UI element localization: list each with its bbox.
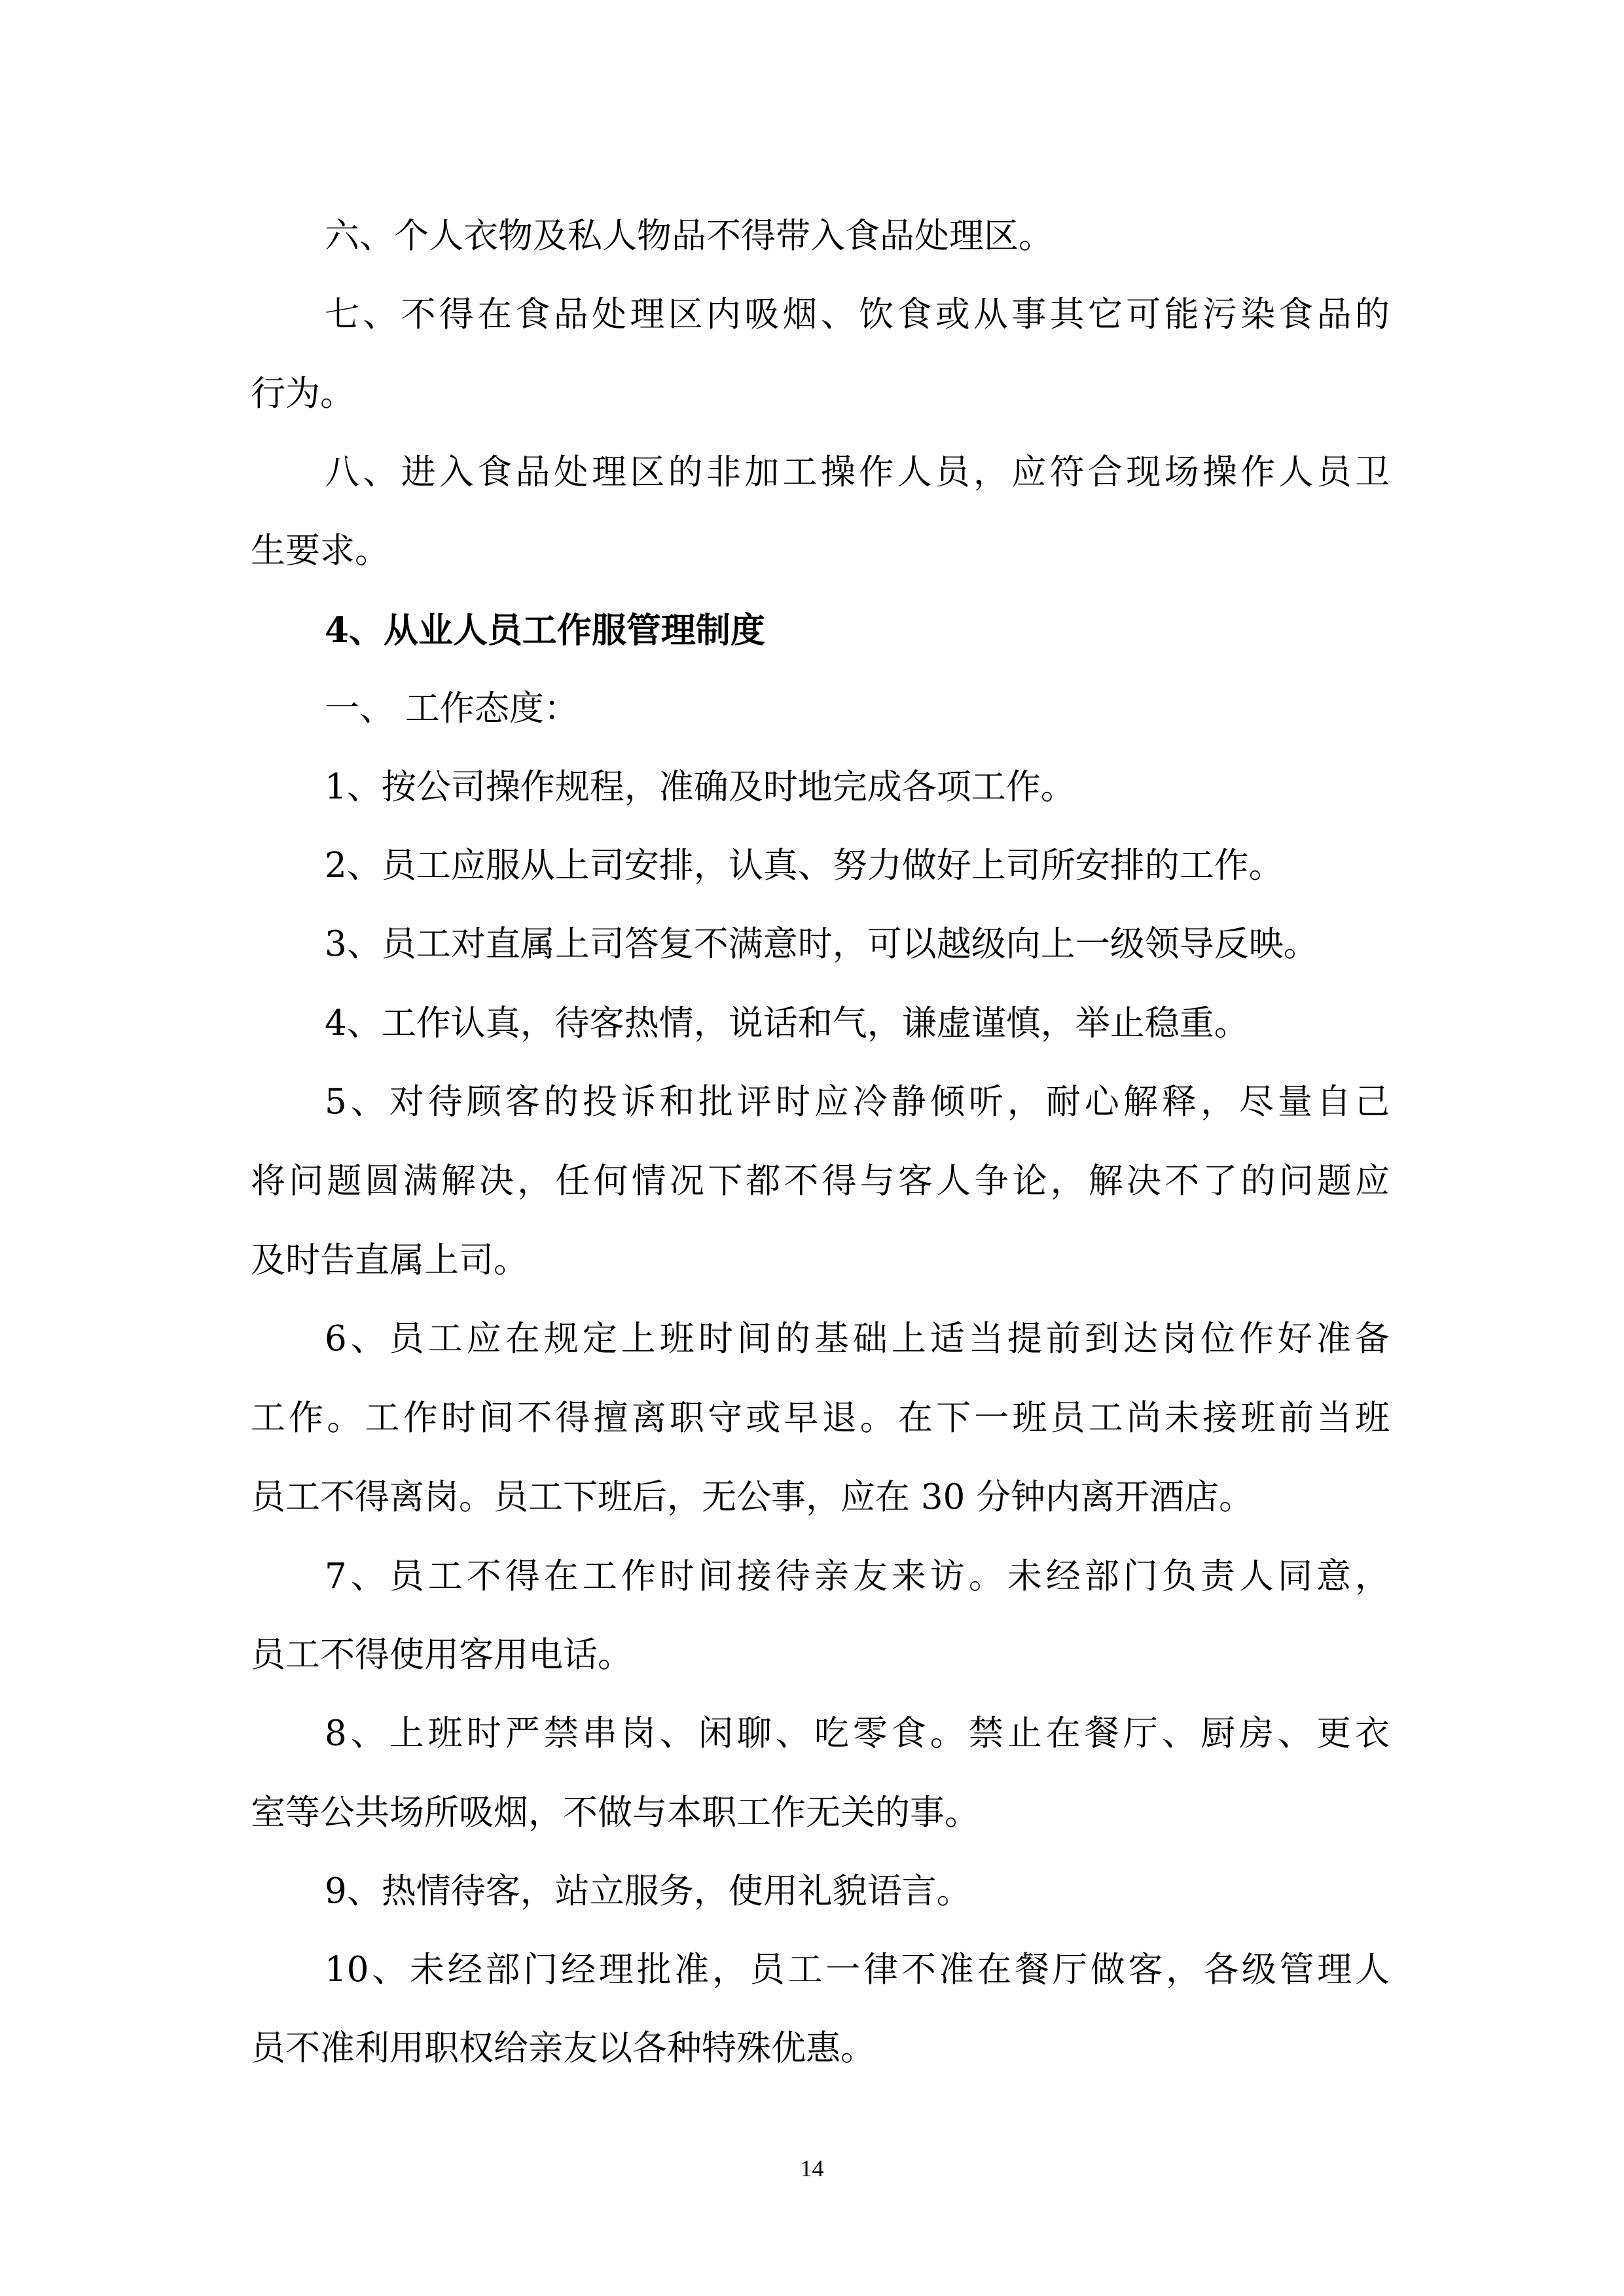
paragraph-line: 室等公共场所吸烟，不做与本职工作无关的事。	[251, 1793, 979, 1833]
paragraph-line: 1、按公司操作规程，准确及时地完成各项工作。	[325, 767, 1075, 807]
paragraph-line: 六、个人衣物及私人物品不得带入食品处理区。	[325, 216, 1053, 256]
paragraph-line: 行为。	[251, 374, 355, 414]
paragraph-line: 生要求。	[251, 531, 389, 571]
paragraph-line: 2、员工应服从上司安排，认真、努力做好上司所安排的工作。	[325, 846, 1284, 886]
section-heading: 4、从业人员工作服管理制度	[325, 610, 765, 651]
paragraph-line: 员工不得使用客用电话。	[251, 1635, 632, 1675]
paragraph-line: 员工不得离岗。员工下班后，无公事，应在 30 分钟内离开酒店。	[251, 1477, 1254, 1517]
paragraph-line: 5、对待顾客的投诉和批评时应冷静倾听，耐心解释，尽量自己	[325, 1082, 1390, 1122]
paragraph-line: 员不准利用职权给亲友以各种特殊优惠。	[251, 2028, 875, 2068]
paragraph-line: 八、进入食品处理区的非加工操作人员，应符合现场操作人员卫	[325, 452, 1390, 492]
paragraph-line: 七、不得在食品处理区内吸烟、饮食或从事其它可能污染食品的	[325, 295, 1390, 334]
paragraph-line: 工作。工作时间不得擅离职守或早退。在下一班员工尚未接班前当班	[251, 1398, 1390, 1438]
subsection-heading: 一、 工作态度：	[325, 689, 579, 728]
paragraph-line: 3、员工对直属上司答复不满意时，可以越级向上一级领导反映。	[325, 924, 1318, 964]
paragraph-line: 8、上班时严禁串岗、闲聊、吃零食。禁止在餐厅、厨房、更衣	[325, 1713, 1390, 1753]
paragraph-line: 7、员工不得在工作时间接待亲友来访。未经部门负责人同意，	[325, 1556, 1390, 1596]
paragraph-line: 4、工作认真，待客热情，说话和气，谦虚谨慎，举止稳重。	[325, 1003, 1249, 1043]
paragraph-line: 及时告直属上司。	[251, 1240, 528, 1280]
paragraph-line: 9、热情待客，站立服务，使用礼貌语言。	[325, 1871, 971, 1911]
paragraph-line: 6、员工应在规定上班时间的基础上适当提前到达岗位作好准备	[325, 1319, 1390, 1359]
page-number: 14	[800, 2155, 824, 2181]
paragraph-line: 10、未经部门经理批准，员工一律不准在餐厅做客，各级管理人	[325, 1950, 1390, 1990]
paragraph-line: 将问题圆满解决，任何情况下都不得与客人争论，解决不了的问题应	[251, 1161, 1390, 1201]
